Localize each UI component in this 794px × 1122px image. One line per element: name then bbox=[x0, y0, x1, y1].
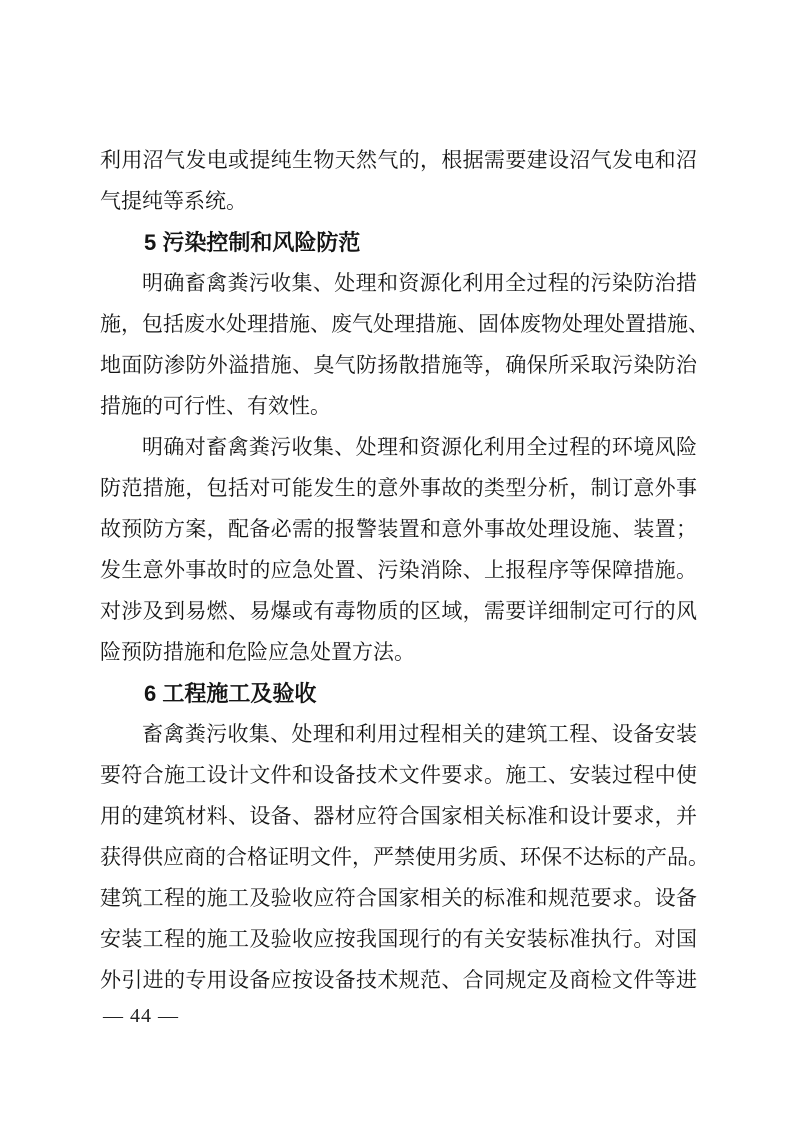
text-line: 发生意外事故时的应急处置、污染消除、上报程序等保障措施。 bbox=[100, 558, 697, 582]
text-line: 险预防措施和危险应急处置方法。 bbox=[100, 640, 415, 664]
text-line: 防范措施，包括对可能发生的意外事故的类型分析，制订意外事 bbox=[100, 476, 697, 500]
text-line: 施，包括废水处理措施、废气处理措施、固体废物处理处置措施、 bbox=[100, 312, 709, 336]
paragraph bbox=[100, 714, 709, 1001]
text-line: 外引进的专用设备应按设备技术规范、合同规定及商检文件等进 bbox=[100, 968, 697, 992]
text-line: 建筑工程的施工及验收应符合国家相关的标准和规范要求。设备 bbox=[100, 886, 697, 910]
text-line: 措施的可行性、有效性。 bbox=[100, 394, 331, 418]
text-line: 故预防方案，配备必需的报警装置和意外事故处理设施、装置； bbox=[100, 517, 697, 541]
text-line: 利用沼气发电或提纯生物天然气的，根据需要建设沼气发电和沼 bbox=[100, 148, 697, 172]
text-line: 畜禽粪污收集、处理和利用过程相关的建筑工程、设备安装 bbox=[142, 722, 697, 746]
paragraph bbox=[100, 263, 709, 427]
paragraph bbox=[100, 427, 697, 673]
text-line: 明确对畜禽粪污收集、处理和资源化利用全过程的环境风险 bbox=[142, 435, 697, 459]
section-heading: 6 工程施工及验收 bbox=[144, 681, 317, 706]
text-line: 明确畜禽粪污收集、处理和资源化利用全过程的污染防治措 bbox=[142, 271, 697, 295]
section-heading: 5 污染控制和风险防范 bbox=[144, 230, 361, 255]
text-line: 地面防渗防外溢措施、臭气防扬散措施等，确保所采取污染防治 bbox=[100, 353, 697, 377]
document-body bbox=[100, 140, 709, 1001]
page-number: — 44 — bbox=[103, 1005, 179, 1027]
text-line: 气提纯等系统。 bbox=[100, 189, 247, 213]
text-line: 用的建筑材料、设备、器材应符合国家相关标准和设计要求，并 bbox=[100, 804, 697, 828]
text-line: 对涉及到易燃、易爆或有毒物质的区域，需要详细制定可行的风 bbox=[100, 599, 697, 623]
text-line: 安装工程的施工及验收应按我国现行的有关安装标准执行。对国 bbox=[100, 927, 697, 951]
paragraph bbox=[100, 140, 697, 222]
text-line: 要符合施工设计文件和设备技术文件要求。施工、安装过程中使 bbox=[100, 763, 697, 787]
text-line: 获得供应商的合格证明文件，严禁使用劣质、环保不达标的产品。 bbox=[100, 845, 709, 869]
